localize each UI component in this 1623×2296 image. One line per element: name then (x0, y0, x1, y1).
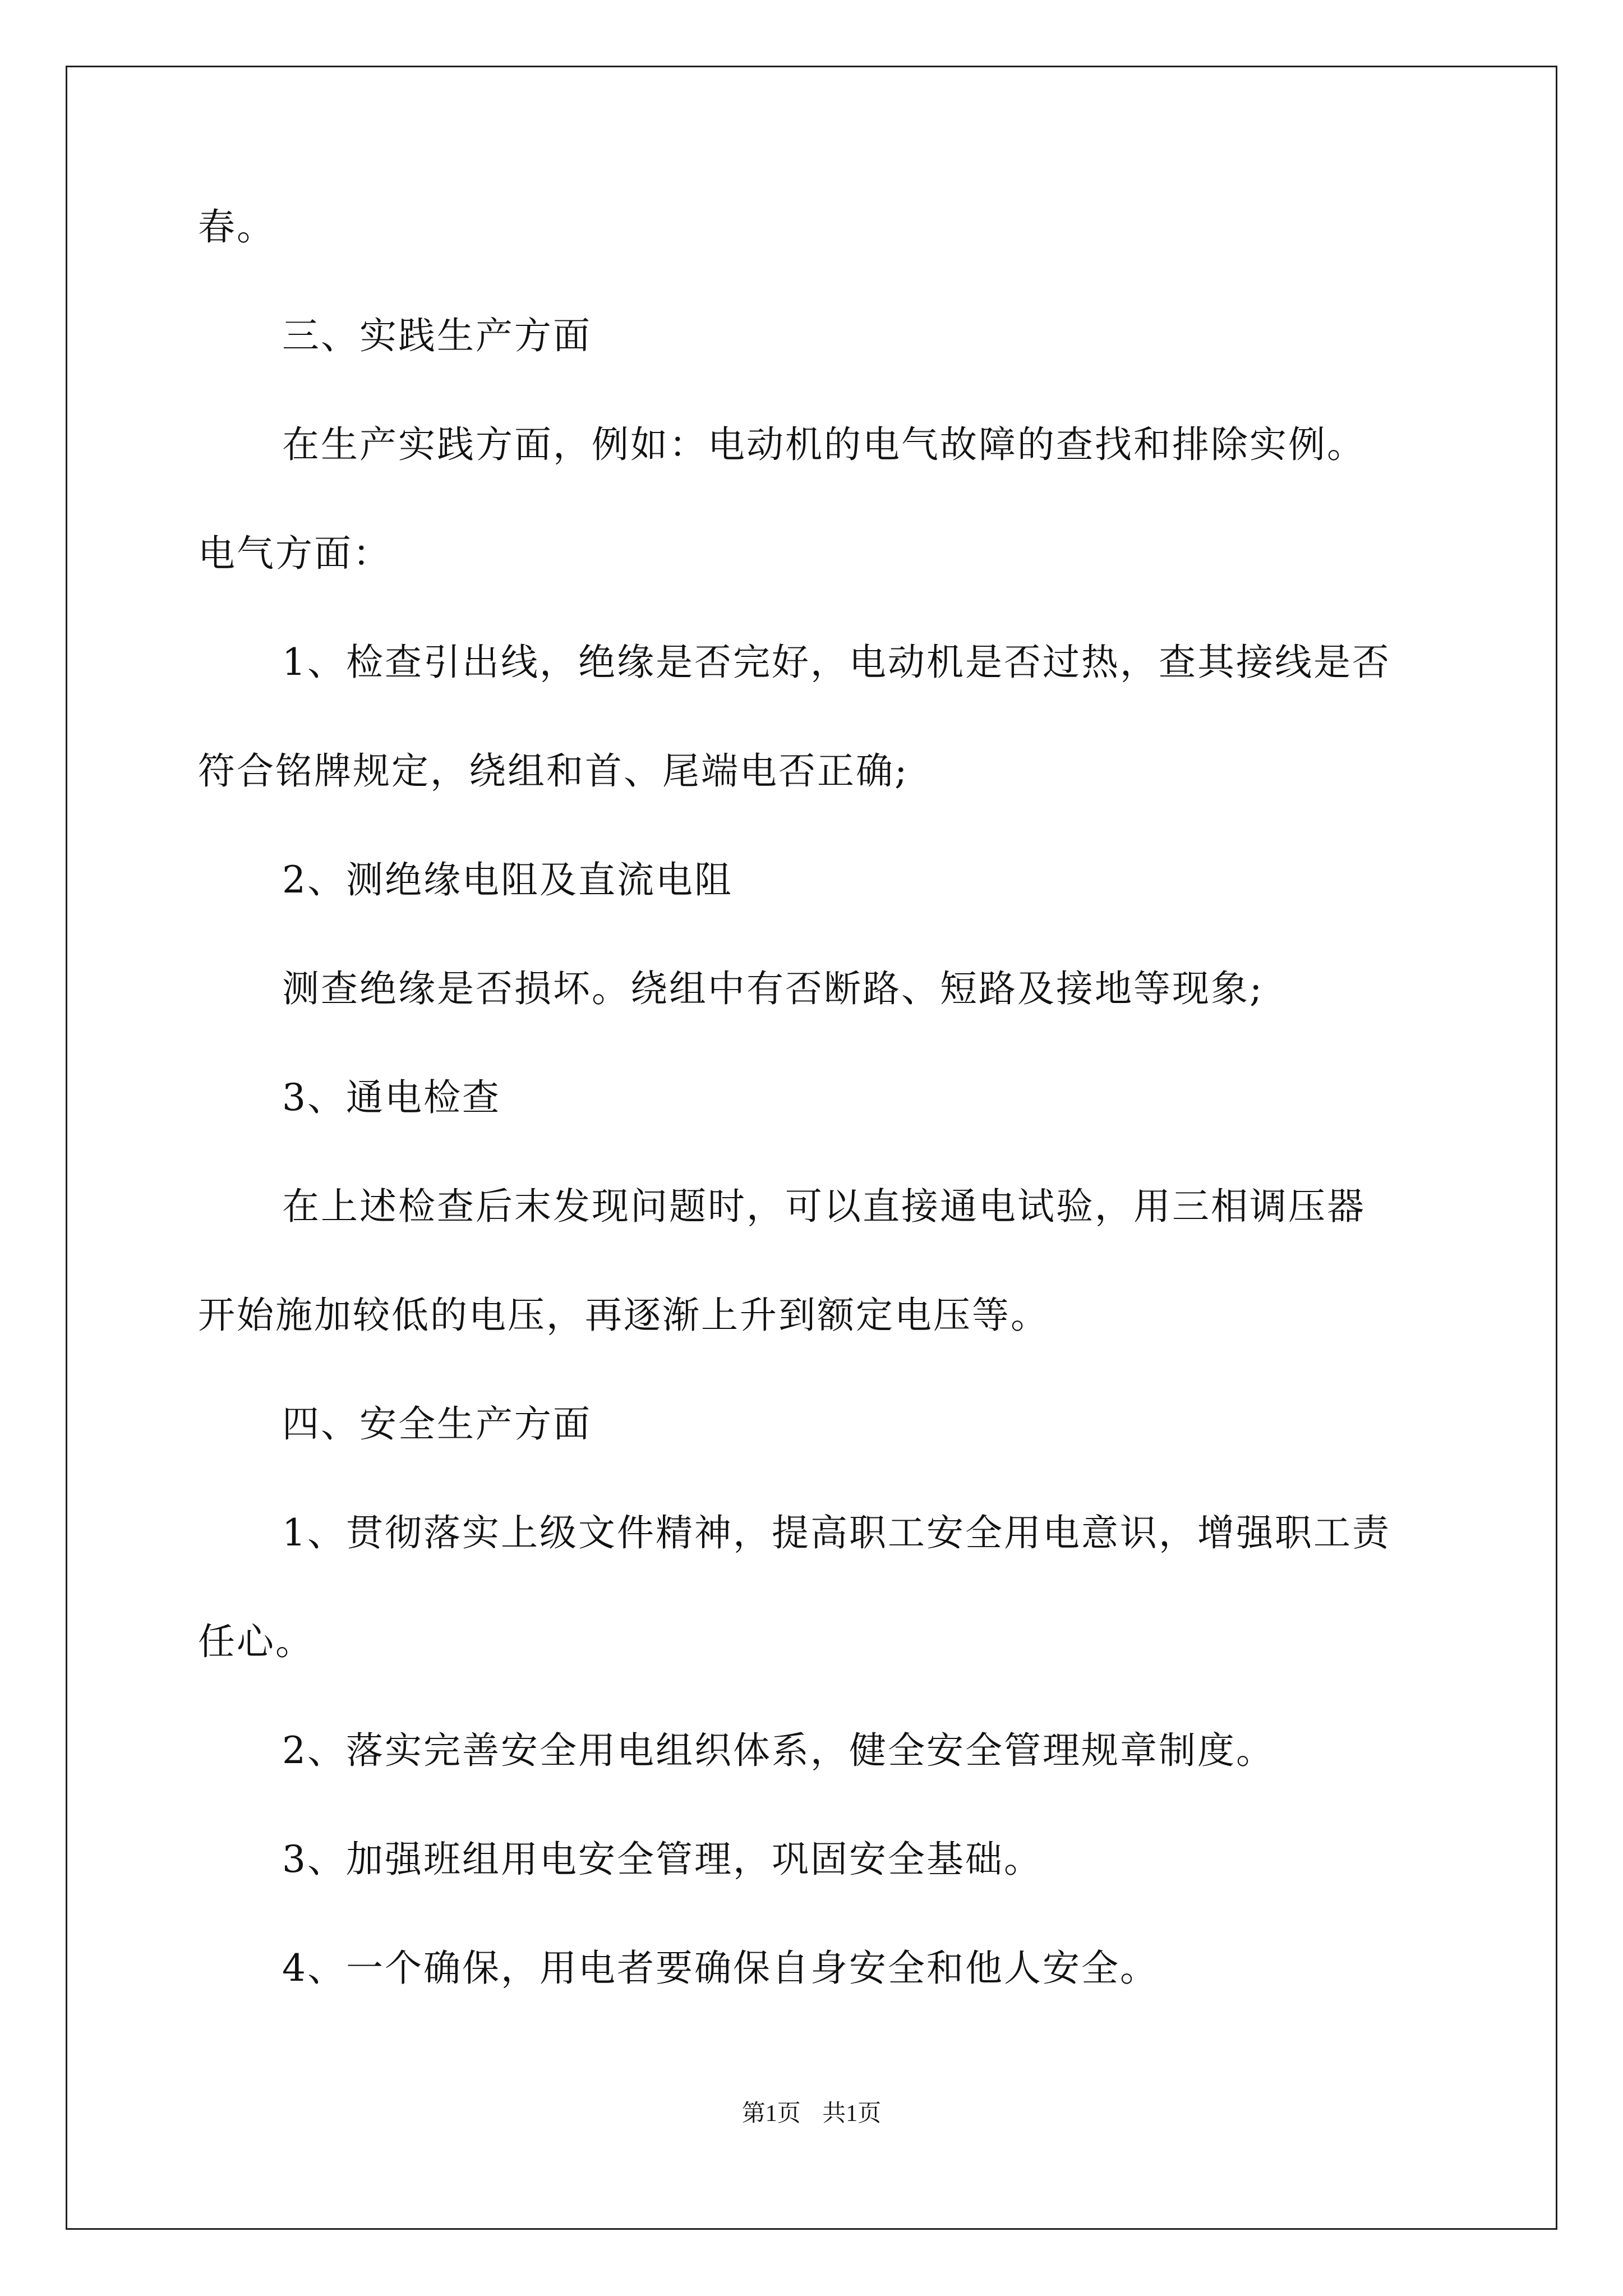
list-item-line: 1、贯彻落实上级文件精神，提高职工安全用电意识，增强职工责 (282, 1511, 1391, 1554)
list-item-line: 2、测绝缘电阻及直流电阻 (282, 858, 733, 901)
page-number: 第1页 (741, 2101, 801, 2127)
paragraph-line: 电气方面： (198, 532, 391, 575)
paragraph-line: 在上述检查后末发现问题时，可以直接通电试验，用三相调压器 (282, 1185, 1366, 1228)
list-item-line: 1、检查引出线，绝缘是否完好，电动机是否过热，查其接线是否 (282, 641, 1391, 684)
page-footer (0, 2097, 1623, 2131)
paragraph-line: 测查绝缘是否损坏。绕组中有否断路、短路及接地等现象; (282, 967, 1264, 1010)
list-item-line: 2、落实完善安全用电组织体系，健全安全管理规章制度。 (282, 1729, 1275, 1772)
list-item-line: 3、加强班组用电安全管理，巩固安全基础。 (282, 1838, 1043, 1881)
page-border (66, 66, 1557, 2230)
list-item-line: 任心。 (198, 1620, 314, 1663)
paragraph-line: 春。 (198, 205, 275, 249)
page-total: 共1页 (822, 2101, 882, 2127)
paragraph-line: 开始施加较低的电压，再逐渐上升到额定电压等。 (198, 1294, 1049, 1337)
paragraph-line: 在生产实践方面，例如：电动机的电气故障的查找和排除实例。 (282, 423, 1366, 466)
section-heading: 四、安全生产方面 (282, 1402, 592, 1446)
list-item-line: 符合铭牌规定，绕组和首、尾端电否正确; (198, 749, 909, 793)
section-heading: 三、实践生产方面 (282, 314, 592, 357)
list-item-line: 4、一个确保，用电者要确保自身安全和他人安全。 (282, 1947, 1159, 1990)
list-item-line: 3、通电检查 (282, 1076, 501, 1119)
